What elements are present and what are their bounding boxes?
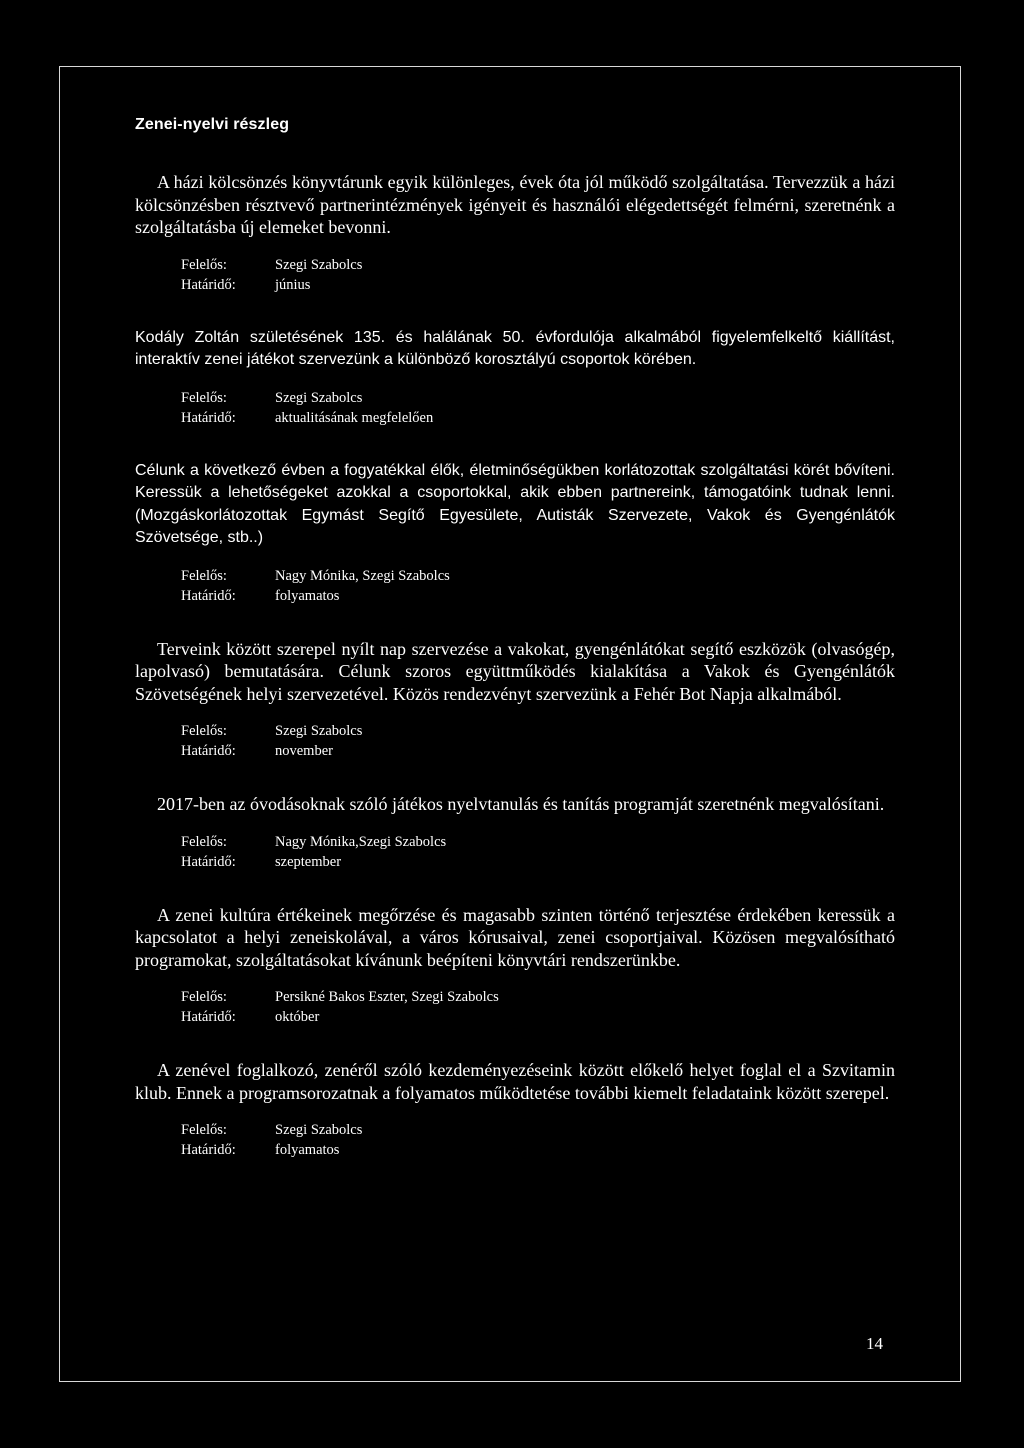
responsible-value: Szegi Szabolcs: [275, 723, 363, 739]
section-heading: Zenei-nyelvi részleg: [135, 116, 290, 133]
responsible-value: Szegi Szabolcs: [275, 1122, 363, 1138]
deadline-label: Határidő:: [181, 587, 236, 604]
responsibility-block-4: [181, 721, 895, 761]
deadline-value: folyamatos: [275, 587, 340, 604]
paragraph-4: Terveink között szerepel nyílt nap szervezése a vakokat, gyengénlátókat segítő eszközök (olvasógép, lapolvasó) bemutatására. Célunk szoros együttműködés kialakítása a Vakok és Gyengénlátók Szövetségének helyi szervezetével. Közös rendezvényt szervezünk a Fehér Bot Napja alkalmából.: [135, 638, 895, 704]
deadline-value: folyamatos: [275, 1142, 340, 1158]
responsible-label: Felelős:: [181, 1122, 227, 1138]
deadline-value: június: [275, 276, 311, 293]
paragraph-7: A zenével foglalkozó, zenéről szóló kezdeményezéseink között előkelő helyet foglal el a Szvitamin klub. Ennek a programsorozatnak a folyamatos működtetése további kiemelt feladataink között szerepel.: [135, 1060, 895, 1103]
responsible-label: Felelős:: [181, 256, 227, 273]
paragraph-5: 2017-ben az óvodásoknak szóló játékos nyelvtanulás és tanítás programját szeretnénk megvalósítani.: [157, 794, 885, 814]
responsibility-block-6: [181, 987, 895, 1027]
responsible-value: Szegi Szabolcs: [275, 256, 363, 273]
responsibility-block-7: [181, 1120, 895, 1160]
deadline-value: szeptember: [275, 853, 342, 870]
document-body: [135, 116, 895, 1192]
responsibility-block-1: [181, 255, 895, 295]
responsible-value: Nagy Mónika, Szegi Szabolcs: [275, 567, 450, 584]
deadline-value: aktualitásának megfelelően: [275, 409, 434, 426]
responsible-label: Felelős:: [181, 833, 227, 850]
page-number: 14: [866, 1334, 883, 1353]
responsible-label: Felelős:: [181, 723, 227, 739]
deadline-label: Határidő:: [181, 1142, 236, 1158]
responsibility-block-5: [181, 832, 895, 872]
deadline-value: október: [275, 1009, 320, 1025]
responsible-value: Nagy Mónika,Szegi Szabolcs: [275, 833, 447, 850]
paragraph-1: A házi kölcsönzés könyvtárunk egyik különleges, évek óta jól működő szolgáltatása. Tervezzük a házi kölcsönzésben résztvevő partnerintézmények igényeit és használói elégedettségét felmérni, szeretnénk a szolgáltatásba új elemeket bevonni.: [135, 172, 895, 237]
deadline-label: Határidő:: [181, 743, 236, 759]
paragraph-3: Célunk a következő évben a fogyatékkal élők, életminőségükben korlátozottak szolgáltatási körét bővíteni. Keressük a lehetőségeket azokkal a csoportokkal, akik ebben partnereink, támogatóink tudnak lenni. (Mozgáskorlátozottak Egymást Segítő Egyesülete, Autisták Szervezete, Vakok és Gyengénlátók Szövetsége, stb..): [135, 461, 895, 546]
paragraph-2: Kodály Zoltán születésének 135. és halálának 50. évfordulója alkalmából figyelemfelkeltő kiállítást, interaktív zenei játékot szervezünk a különböző korosztályú csoportok körében.: [135, 328, 895, 368]
deadline-label: Határidő:: [181, 1009, 236, 1025]
responsible-label: Felelős:: [181, 389, 227, 406]
responsible-label: Felelős:: [181, 567, 227, 584]
paragraph-6: A zenei kultúra értékeinek megőrzése és magasabb szinten történő terjesztése érdekében keressük a kapcsolatot a helyi zeneiskolával, a város kórusaival, zenei csoportjaival. Közösen megvalósítható programokat, szolgáltatásokat kívánunk beépíteni könyvtári rendszerünkbe.: [135, 904, 895, 970]
deadline-label: Határidő:: [181, 276, 236, 293]
responsibility-block-3: [181, 566, 895, 606]
responsibility-block-2: [181, 388, 895, 428]
deadline-label: Határidő:: [181, 409, 236, 426]
responsible-label: Felelős:: [181, 989, 227, 1005]
deadline-label: Határidő:: [181, 853, 236, 870]
responsible-value: Szegi Szabolcs: [275, 389, 363, 406]
deadline-value: november: [275, 743, 333, 759]
responsible-value: Persikné Bakos Eszter, Szegi Szabolcs: [275, 989, 499, 1005]
